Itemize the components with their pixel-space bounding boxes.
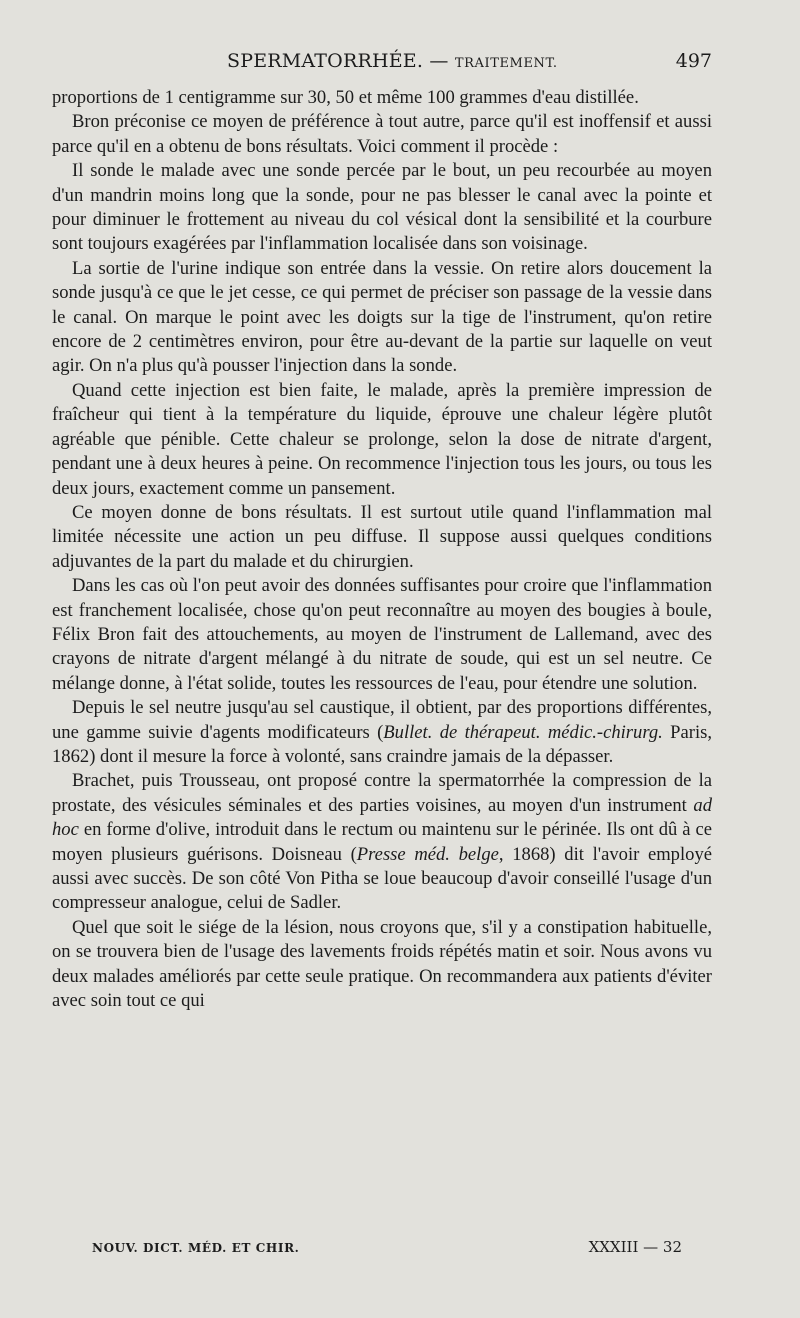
paragraph — [52, 574, 712, 696]
footer-publication: NOUV. DICT. MÉD. ET CHIR. — [92, 1241, 300, 1255]
paragraph — [52, 696, 712, 769]
text-segment: Brachet, puis Trousseau, ont proposé contre la spermatorrhée la compression de la prostate, des vésicules séminales et des parties voisines, au moyen d'un instrument — [52, 770, 712, 816]
paragraph — [52, 159, 712, 257]
header-title-main: SPERMATORRHÉE. — [227, 50, 424, 72]
text-segment: Depuis le sel neutre jusqu'au sel caustique, il obtient, par des proportions différentes, une gamme suivie d'agents modificateurs ( — [52, 697, 712, 743]
header-title — [227, 50, 558, 72]
paragraph — [52, 257, 712, 379]
text-segment: Dans les cas où l'on peut avoir des données suffisantes pour croire que l'inflammation est franchement localisée, chose qu'on peut reconnaître au moyen des bougies à boule, Félix Bron fait des attouchements, au moyen de l'instrument de Lallemand, avec des crayons de nitrate d'argent mélangé à du nitrate de soude, qui est un sel neutre. Ce mélange donne, à l'état solide, toutes les ressources de l'eau, pour étendre une solution. — [52, 575, 712, 694]
page-number: 497 — [675, 50, 712, 72]
paragraph — [52, 501, 712, 574]
body-text — [52, 86, 712, 1013]
paragraph — [52, 916, 712, 1014]
paragraph — [52, 110, 712, 159]
running-header — [52, 50, 712, 80]
citation-italic: Bullet. de thérapeut. médic.-chirurg. — [383, 721, 663, 743]
text-segment: Ce moyen donne de bons résultats. Il est surtout utile quand l'inflammation mal limitée nécessite une action un peu diffuse. Il suppose aussi quelques conditions adjuvantes de la part du malade et du chirurgien. — [52, 501, 712, 572]
text-segment: Quel que soit le siége de la lésion, nous croyons que, s'il y a constipation habituelle, on se trouvera bien de l'usage des lavements froids répétés matin et soir. Nous avons vu deux malades améliorés par cette seule pratique. On recommandera aux patients d'éviter avec soin tout ce qui — [52, 916, 712, 1012]
footer-signature: XXXIII — 32 — [588, 1238, 682, 1256]
text-segment: en forme d'olive, introduit dans le rectum ou maintenu sur le périnée. Ils ont dû à ce moyen plusieurs guérisons. Doisneau ( — [52, 819, 712, 865]
text-segment: Il sonde le malade avec une sonde percée par le bout, un peu recourbée au moyen d'un mandrin moins long que la sonde, pour ne pas blesser le canal avec la pointe et pour diminuer le frottement au niveau du col vésical dont la sensibilité et la courbure sont toujours exagérées par l'inflammation localisée dans son voisinage. — [52, 160, 712, 255]
citation-italic: Presse méd. belge — [356, 843, 499, 865]
paragraph — [52, 86, 712, 110]
text-segment: Bron préconise ce moyen de préférence à tout autre, parce qu'il est inoffensif et aussi parce qu'il en a obtenu de bons résultats. Voici comment il procède : — [52, 111, 712, 157]
header-subtitle: TRAITEMENT. — [454, 56, 558, 71]
paragraph — [52, 379, 712, 501]
text-segment: Paris, 1862) dont il mesure la force à volonté, sans craindre jamais de la dépasser. — [52, 721, 713, 767]
text-segment: proportions de 1 centigramme sur 30, 50 et même 100 grammes d'eau distillée. — [52, 87, 639, 108]
header-dash: — — [423, 50, 455, 72]
citation-italic: ad hoc — [52, 794, 712, 841]
text-segment: La sortie de l'urine indique son entrée dans la vessie. On retire alors doucement la sonde jusqu'à ce que le jet cesse, ce qui permet de préciser son passage de la vessie dans le canal. On marque le point avec les doigts sur la tige de l'instrument, qu'on retire encore de 2 centimètres environ, pour être au-devant de la partie sur laquelle on veut agir. On n'a plus qu'à pousser l'injection dans la sonde. — [52, 257, 712, 377]
text-segment: , 1868) dit l'avoir employé aussi avec succès. De son côté Von Pitha se loue beaucoup d'avoir conseillé l'usage d'un compresseur analogue, celui de Sadler. — [52, 843, 712, 914]
text-segment: Quand cette injection est bien faite, le malade, après la première impression de fraîcheur qui tient à la température du liquide, éprouve une chaleur légère plutôt agréable que pénible. Cette chaleur se prolonge, selon la dose de nitrate d'argent, pendant une à deux heures à peine. On recommence l'injection tous les jours, ou tous les deux jours, exactement comme un pansement. — [52, 379, 712, 499]
paragraph — [52, 769, 712, 915]
